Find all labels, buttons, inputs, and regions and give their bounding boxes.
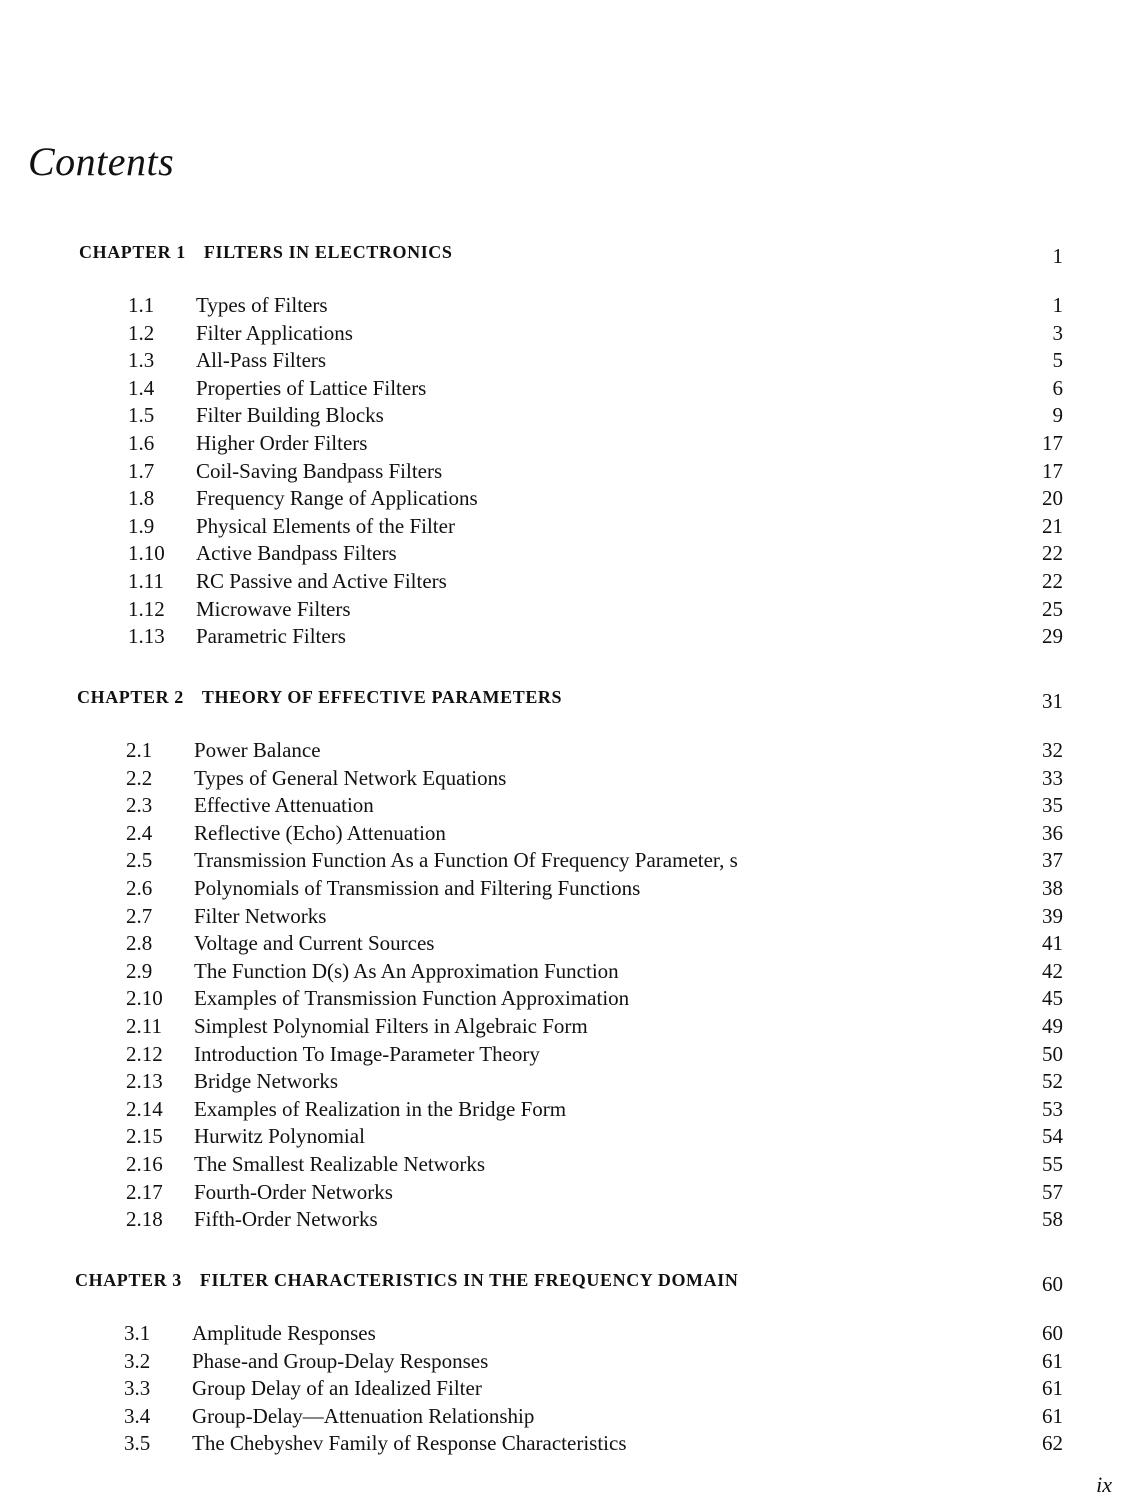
section-title: Simplest Polynomial Filters in Algebraic Form [194,1013,588,1038]
section-number: 2.13 [126,1069,163,1094]
section-title: All-Pass Filters [196,348,327,373]
toc-entry[interactable] [0,1430,1145,1458]
section-page-number: 17 [1042,430,1063,455]
section-number: 2.6 [126,875,153,900]
section-page-number: 50 [1042,1041,1063,1066]
section-title: Introduction To Image-Parameter Theory [194,1041,540,1066]
toc-entry[interactable] [0,568,1145,596]
section-number: 2.12 [126,1041,163,1066]
section-page-number: 61 [1042,1403,1063,1428]
toc-entry[interactable] [0,1179,1145,1207]
chapter-heading[interactable] [0,1270,1145,1298]
section-title: Types of Filters [196,293,328,317]
toc-entry[interactable] [0,1068,1145,1096]
toc-entry[interactable] [0,485,1145,513]
section-number: 2.16 [126,1151,163,1176]
section-title: Physical Elements of the Filter [196,513,455,538]
section-page-number: 49 [1042,1013,1063,1038]
toc-entry[interactable] [0,402,1145,430]
toc-entry[interactable] [0,1013,1145,1041]
toc-entry[interactable] [0,847,1145,875]
section-page-number: 22 [1042,541,1063,566]
toc-entry[interactable] [0,1206,1145,1234]
toc-entry[interactable] [0,320,1145,348]
section-page-number: 36 [1042,820,1063,845]
section-number: 1.3 [128,348,155,373]
section-page-number: 21 [1042,513,1063,538]
section-title: Examples of Realization in the Bridge Form [194,1096,567,1121]
section-page-number: 52 [1042,1069,1063,1094]
section-page-number: 25 [1042,596,1063,621]
section-number: 1.12 [128,596,165,621]
section-title: Bridge Networks [194,1069,339,1094]
section-title: Amplitude Responses [192,1321,376,1345]
section-number: 2.7 [126,903,153,928]
toc-entry[interactable] [0,985,1145,1013]
toc-entry[interactable] [0,1403,1145,1431]
section-title: Coil-Saving Bandpass Filters [196,458,443,483]
chapter-title: FILTER CHARACTERISTICS IN THE FREQUENCY DOMAIN [199,1270,739,1290]
chapter-label [77,687,562,708]
section-number: 2.4 [126,820,153,845]
section-number: 2.17 [126,1179,163,1204]
section-number: 1.11 [128,568,164,593]
section-title: Frequency Range of Applications [196,486,478,511]
section-page-number: 1 [1052,293,1063,317]
section-number: 1.4 [128,375,155,400]
section-title: Parametric Filters [196,624,346,649]
chapter-page-number: 60 [1042,1272,1063,1296]
section-title: Filter Networks [194,903,327,928]
chapter-number: CHAPTER 3 [75,1270,182,1290]
toc-entry[interactable] [0,765,1145,793]
toc-entry[interactable] [0,958,1145,986]
toc-entry[interactable] [0,458,1145,486]
chapter-page-number: 1 [1052,244,1063,268]
chapter-label [79,242,453,263]
section-number: 2.10 [126,986,163,1011]
chapter-heading[interactable] [0,687,1145,715]
section-page-number: 53 [1042,1096,1063,1121]
section-page-number: 38 [1042,875,1063,900]
toc-entry[interactable] [0,375,1145,403]
toc-entry[interactable] [0,1320,1145,1348]
section-page-number: 22 [1042,568,1063,593]
section-number: 2.11 [126,1013,162,1038]
section-title: The Function D(s) As An Approximation Function [194,958,619,983]
toc-entry[interactable] [0,623,1145,651]
toc-entry[interactable] [0,737,1145,765]
section-page-number: 32 [1042,738,1063,762]
chapter-3 [0,1270,1145,1458]
section-title: Properties of Lattice Filters [196,375,427,400]
section-number: 2.5 [126,848,153,873]
section-title: Higher Order Filters [196,430,368,455]
toc-entry[interactable] [0,430,1145,458]
chapter-label [75,1270,738,1291]
toc-entry[interactable] [0,1151,1145,1179]
section-title: Types of General Network Equations [194,765,507,790]
toc-entry[interactable] [0,1041,1145,1069]
section-page-number: 33 [1042,765,1063,790]
section-title: Active Bandpass Filters [196,541,397,566]
toc-entry[interactable] [0,930,1145,958]
section-number: 2.1 [126,738,153,762]
toc-entry[interactable] [0,875,1145,903]
section-title: Filter Building Blocks [196,403,384,428]
section-title: Voltage and Current Sources [194,931,435,956]
section-page-number: 58 [1042,1207,1063,1232]
section-number: 1.8 [128,486,155,511]
section-page-number: 61 [1042,1348,1063,1373]
section-title: Microwave Filters [196,596,351,621]
section-page-number: 60 [1042,1321,1063,1345]
section-title: Effective Attenuation [194,793,374,818]
chapter-page-number: 31 [1042,689,1063,713]
chapter-1 [0,242,1145,651]
toc-entry[interactable] [0,1375,1145,1403]
page-folio: ix [1096,1472,1112,1497]
section-title: The Chebyshev Family of Response Characteristics [192,1431,627,1456]
toc-entry[interactable] [0,347,1145,375]
section-page-number: 54 [1042,1124,1063,1149]
section-number: 3.2 [124,1348,151,1373]
section-page-number: 29 [1042,624,1063,649]
section-title: Polynomials of Transmission and Filtering Functions [194,875,641,900]
section-title: Fifth-Order Networks [194,1207,378,1232]
section-number: 1.6 [128,430,155,455]
section-page-number: 3 [1052,320,1063,345]
toc-entry[interactable] [0,1096,1145,1124]
section-page-number: 42 [1042,958,1063,983]
section-number: 2.14 [126,1096,163,1121]
section-page-number: 39 [1042,903,1063,928]
section-number: 3.4 [124,1403,151,1428]
chapter-title: THEORY OF EFFECTIVE PARAMETERS [201,687,563,707]
section-title: Reflective (Echo) Attenuation [194,820,446,845]
section-number: 3.1 [124,1321,151,1345]
section-title: RC Passive and Active Filters [196,568,447,593]
section-title: Hurwitz Polynomial [194,1124,365,1149]
section-title: Group-Delay—Attenuation Relationship [192,1403,535,1428]
section-page-number: 35 [1042,793,1063,818]
section-number: 2.2 [126,765,153,790]
toc-entry[interactable] [0,292,1145,320]
section-page-number: 6 [1052,375,1063,400]
section-number: 2.15 [126,1124,163,1149]
section-title: Phase-and Group-Delay Responses [192,1348,489,1373]
section-number: 1.7 [128,458,155,483]
section-number: 3.3 [124,1376,151,1401]
section-number: 1.1 [128,293,155,317]
toc-entry[interactable] [0,540,1145,568]
section-number: 3.5 [124,1431,151,1456]
section-page-number: 57 [1042,1179,1063,1204]
section-page-number: 5 [1052,348,1063,373]
section-page-number: 61 [1042,1376,1063,1401]
section-title: Group Delay of an Idealized Filter [192,1376,482,1401]
section-page-number: 17 [1042,458,1063,483]
toc-entry[interactable] [0,792,1145,820]
chapter-2 [0,687,1145,1234]
section-title: Transmission Function As a Function Of Frequency Parameter, s [194,848,738,873]
section-number: 1.2 [128,320,155,345]
section-page-number: 20 [1042,486,1063,511]
toc-entry[interactable] [0,513,1145,541]
chapter-number: CHAPTER 2 [77,687,184,707]
section-number: 2.3 [126,793,153,818]
section-page-number: 55 [1042,1151,1063,1176]
page-title: Contents [28,139,175,184]
section-number: 1.10 [128,541,165,566]
toc-entry[interactable] [0,820,1145,848]
toc-entry[interactable] [0,596,1145,624]
section-page-number: 37 [1042,848,1063,873]
toc-entry[interactable] [0,1348,1145,1376]
section-page-number: 62 [1042,1431,1063,1456]
section-title: Power Balance [194,738,321,762]
section-number: 2.18 [126,1207,163,1232]
toc-entry[interactable] [0,903,1145,931]
chapter-number: CHAPTER 1 [79,242,186,262]
section-number: 2.8 [126,931,153,956]
section-title: Fourth-Order Networks [194,1179,393,1204]
section-number: 1.9 [128,513,155,538]
section-title: Examples of Transmission Function Approximation [194,986,630,1011]
section-number: 1.5 [128,403,155,428]
section-title: Filter Applications [196,320,353,345]
section-title: The Smallest Realizable Networks [194,1151,485,1176]
section-page-number: 41 [1042,931,1063,956]
toc-entry[interactable] [0,1123,1145,1151]
section-page-number: 9 [1052,403,1063,428]
chapter-heading[interactable] [0,242,1145,270]
chapter-title: FILTERS IN ELECTRONICS [203,242,453,262]
section-number: 2.9 [126,958,153,983]
section-number: 1.13 [128,624,165,649]
section-page-number: 45 [1042,986,1063,1011]
